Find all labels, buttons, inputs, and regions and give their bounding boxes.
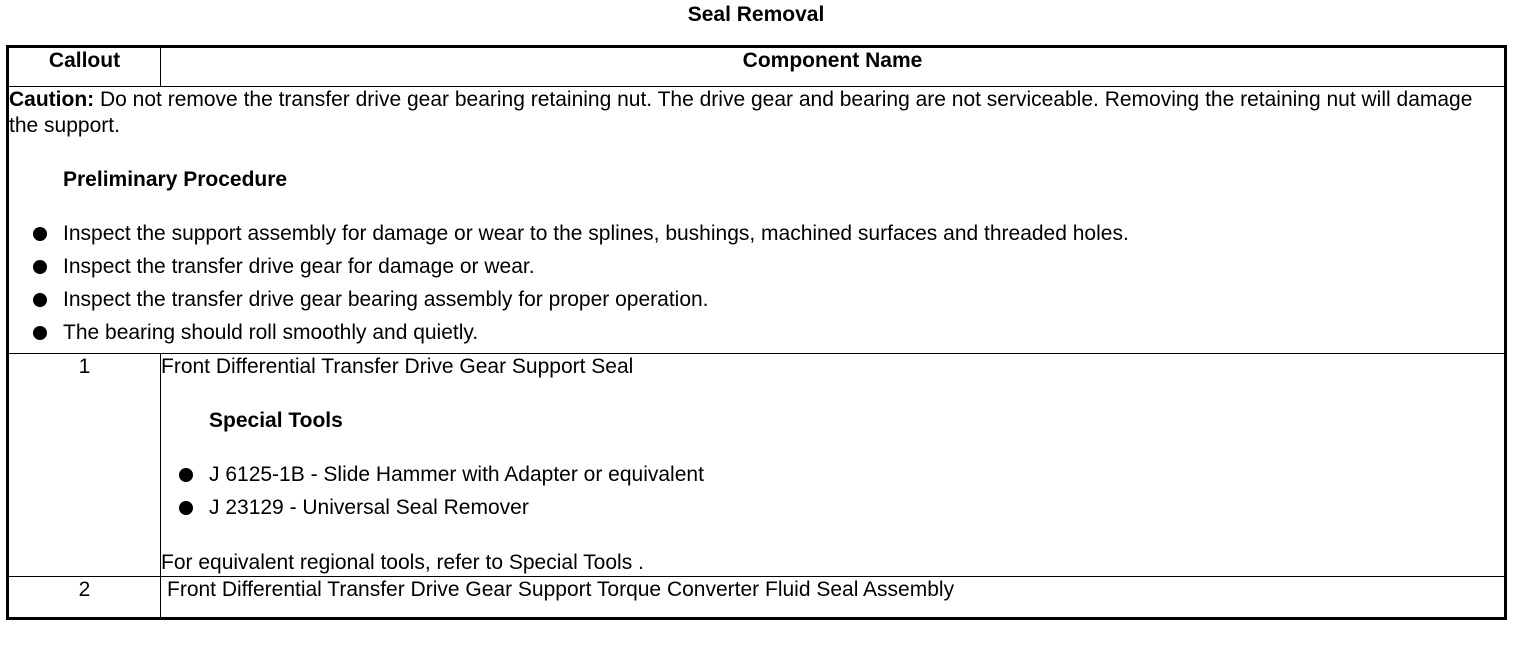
list-item — [161, 495, 1504, 528]
bullet-icon — [33, 326, 47, 340]
caution-label: Caution: — [9, 88, 95, 111]
tool-text: J 23129 - Universal Seal Remover — [209, 496, 529, 519]
callout-number: 1 — [8, 354, 161, 577]
list-item — [9, 221, 1504, 254]
tool-text: J 6125-1B - Slide Hammer with Adapter or equivalent — [209, 463, 704, 486]
list-item-text: The bearing should roll smoothly and quietly. — [63, 321, 479, 344]
list-item-text: Inspect the transfer drive gear for damage or wear. — [63, 255, 535, 278]
bullet-icon — [33, 260, 47, 274]
special-tools-heading: Special Tools — [209, 409, 343, 432]
equivalent-tools-note: For equivalent regional tools, refer to Special Tools . — [161, 551, 644, 574]
table-row — [8, 577, 1506, 619]
component-table — [6, 45, 1507, 620]
component-name: Front Differential Transfer Drive Gear Support Torque Converter Fluid Seal Assembly — [161, 577, 1506, 619]
bullet-icon — [33, 293, 47, 307]
component-cell — [161, 354, 1506, 577]
list-item — [161, 462, 1504, 495]
bullet-icon — [33, 227, 47, 241]
column-header-callout: Callout — [8, 47, 161, 87]
component-name: Front Differential Transfer Drive Gear Support Seal — [161, 355, 634, 378]
preliminary-procedure-list — [9, 221, 1504, 353]
caution-text: Do not remove the transfer drive gear bearing retaining nut. The drive gear and bearing are not serviceable. Removing the retaining nut will damage the support. — [9, 88, 1473, 137]
bullet-icon — [179, 468, 193, 482]
column-header-component-name: Component Name — [161, 47, 1506, 87]
caution-note — [9, 87, 1504, 139]
caution-cell — [8, 87, 1506, 354]
page-title: Seal Removal — [687, 3, 825, 26]
list-item-text: Inspect the transfer drive gear bearing assembly for proper operation. — [63, 288, 709, 311]
preliminary-procedure-heading: Preliminary Procedure — [63, 168, 288, 191]
special-tools-list — [161, 462, 1504, 528]
table-header-row — [8, 47, 1506, 87]
list-item-text: Inspect the support assembly for damage or wear to the splines, bushings, machined surfaces and threaded holes. — [63, 222, 1129, 245]
caution-row — [8, 87, 1506, 354]
list-item — [9, 287, 1504, 320]
list-item — [9, 320, 1504, 353]
table-row — [8, 354, 1506, 577]
list-item — [9, 254, 1504, 287]
callout-number: 2 — [8, 577, 161, 619]
bullet-icon — [179, 501, 193, 515]
